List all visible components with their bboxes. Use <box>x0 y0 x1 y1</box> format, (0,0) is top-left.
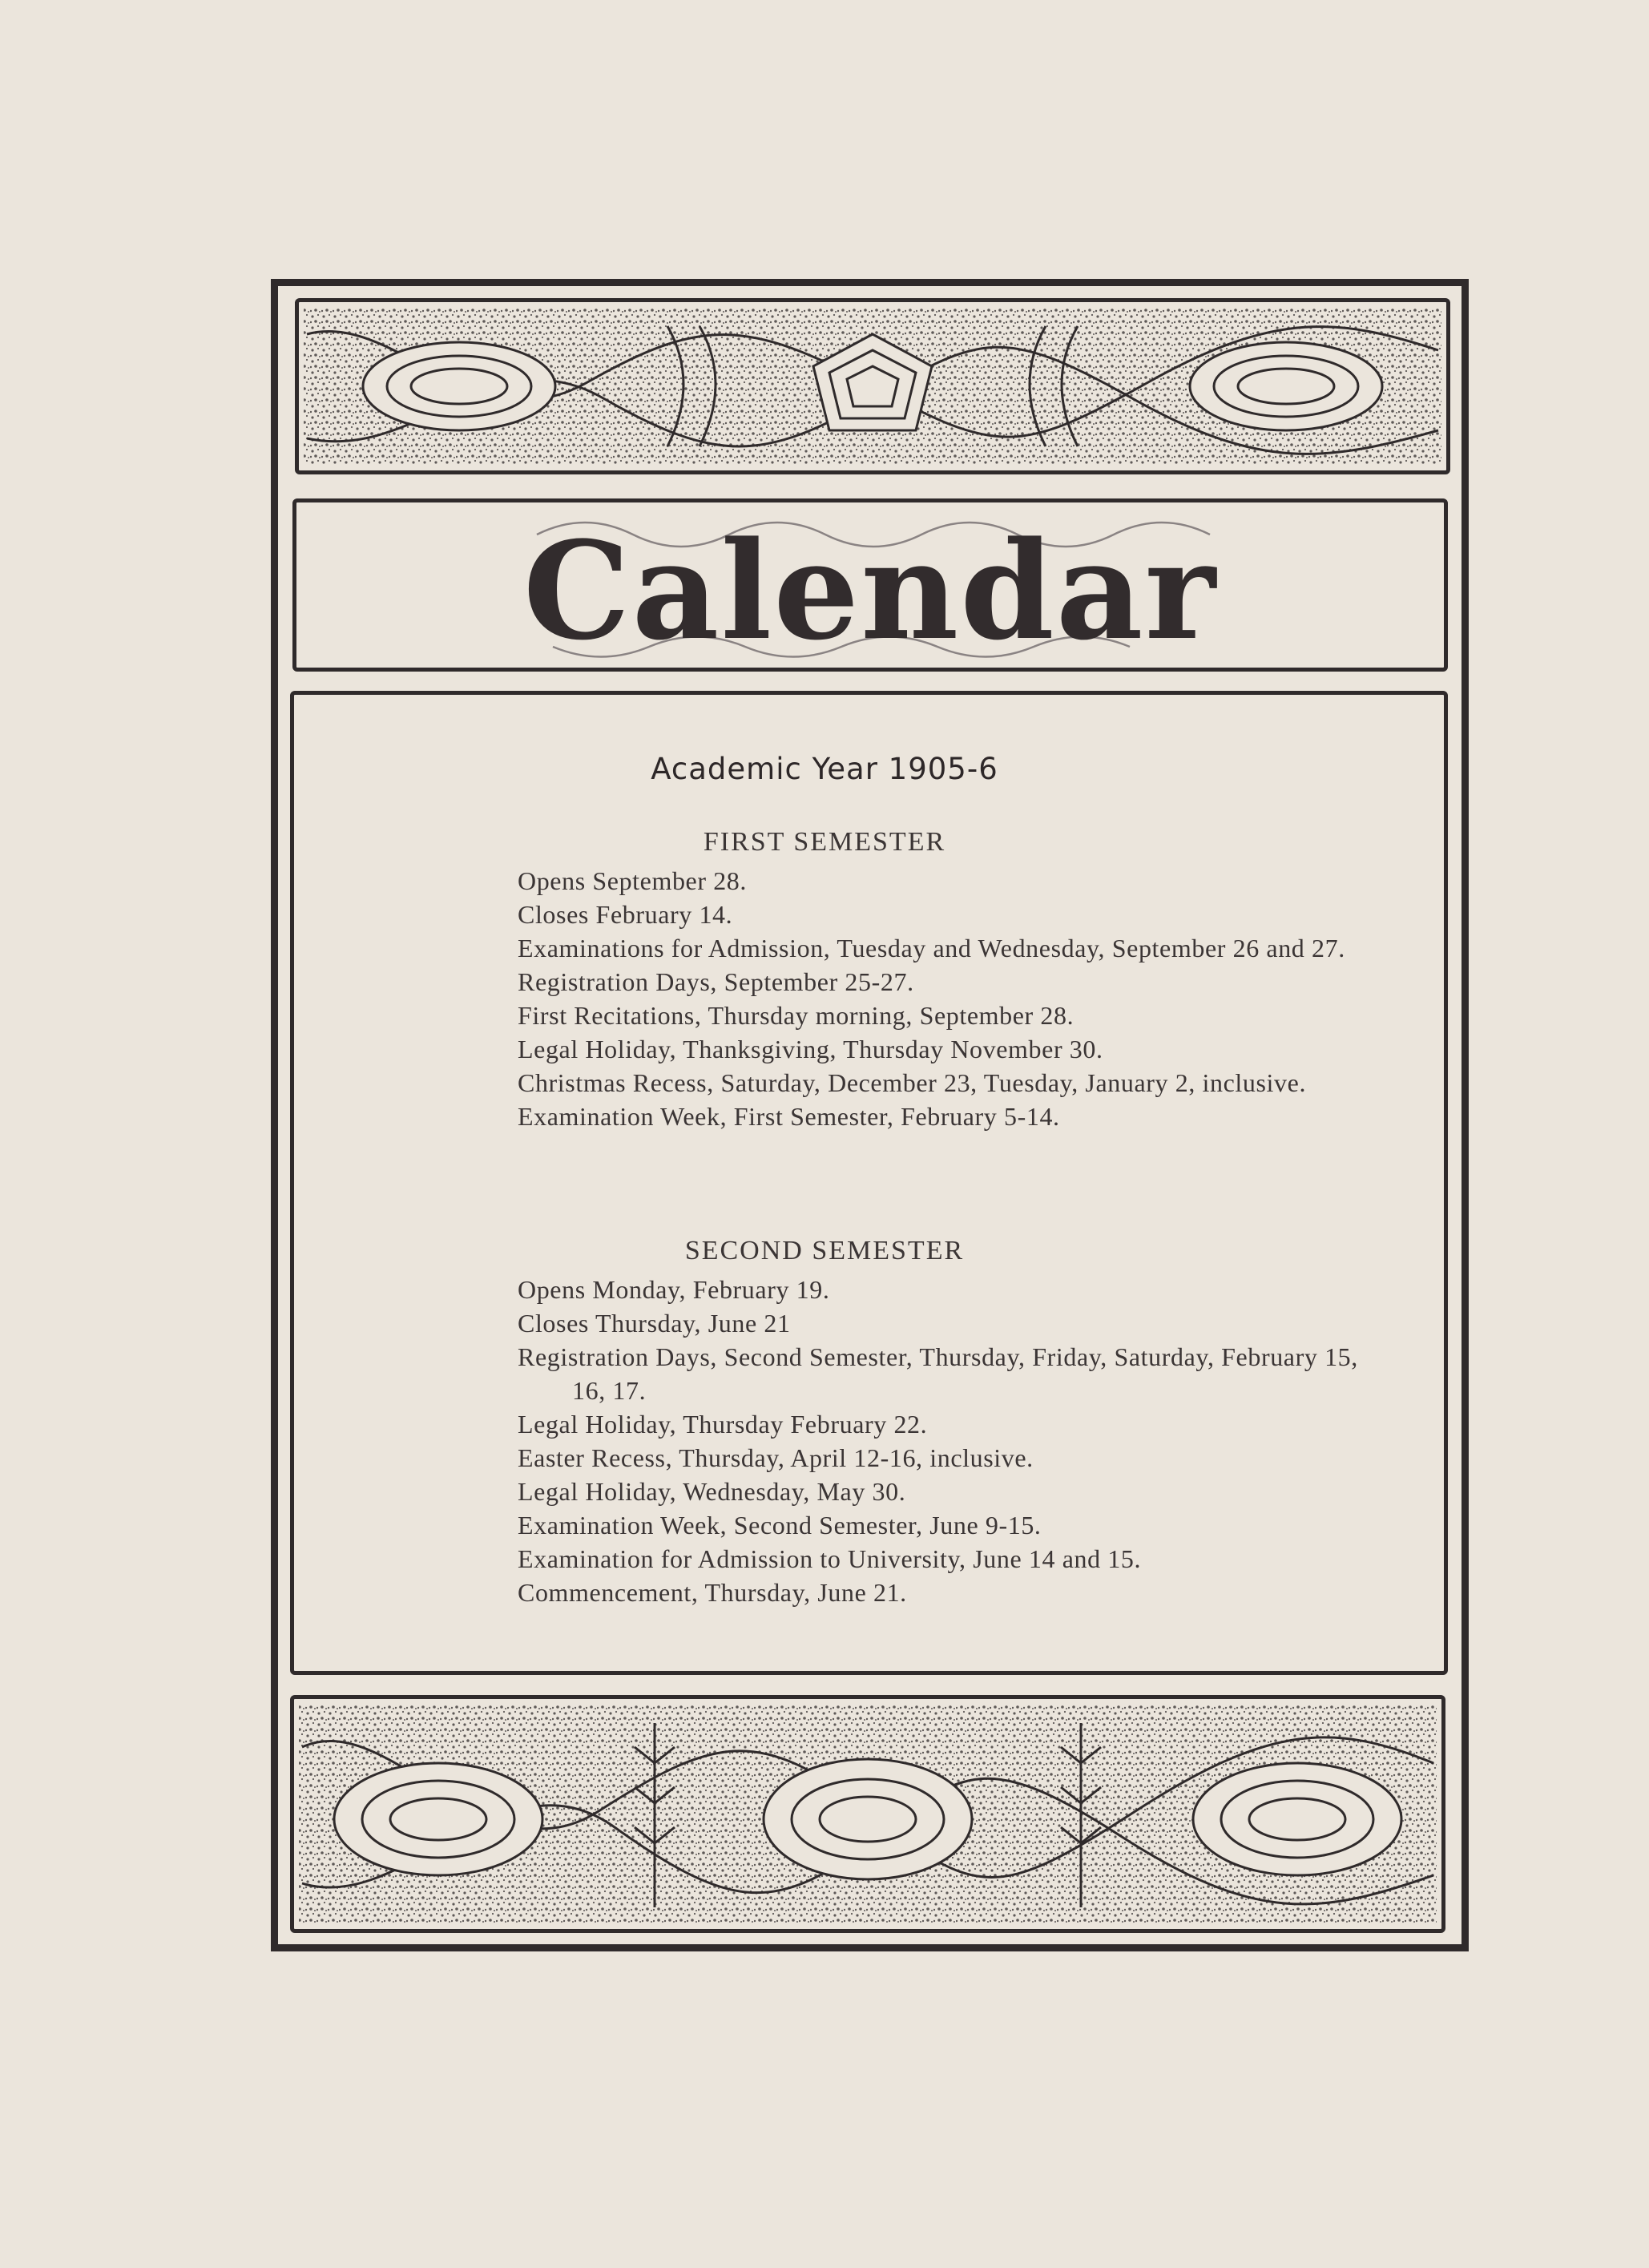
top-ornament-illustration <box>299 302 1446 470</box>
list-item: Legal Holiday, Thanksgiving, Thursday November 30. <box>518 1035 1103 1063</box>
list-item: Examination for Admission to University, June 14 and 15. <box>518 1544 1142 1573</box>
list-item: Legal Holiday, Wednesday, May 30. <box>518 1477 906 1506</box>
second-semester-list <box>518 1273 1367 1609</box>
list-item: Closes February 14. <box>518 900 733 929</box>
academic-year-heading: Academic Year 1905-6 <box>651 752 998 786</box>
bottom-ornament-panel <box>290 1695 1445 1933</box>
top-ornament-panel <box>295 298 1450 474</box>
list-item: Opens September 28. <box>518 866 748 895</box>
first-semester-list <box>518 864 1367 1133</box>
title-panel <box>292 498 1448 672</box>
list-item: Examination Week, First Semester, February 5-14. <box>518 1102 1060 1131</box>
list-item: Christmas Recess, Saturday, December 23, Tuesday, January 2, inclusive. <box>518 1068 1307 1097</box>
list-item: Opens Monday, February 19. <box>518 1275 830 1304</box>
list-item: Easter Recess, Thursday, April 12-16, inclusive. <box>518 1443 1034 1472</box>
list-item: Registration Days, September 25-27. <box>518 967 914 996</box>
list-item: Examination Week, Second Semester, June 9-15. <box>518 1511 1042 1540</box>
list-item: First Recitations, Thursday morning, September 28. <box>518 1001 1074 1030</box>
bottom-ornament-illustration <box>294 1699 1441 1929</box>
list-item: Examinations for Admission, Tuesday and Wednesday, September 26 and 27. <box>518 934 1345 962</box>
list-item: Legal Holiday, Thursday February 22. <box>518 1410 928 1439</box>
page-title: Calendar <box>522 511 1218 670</box>
first-semester-heading: FIRST SEMESTER <box>703 827 946 857</box>
list-item: Commencement, Thursday, June 21. <box>518 1578 907 1607</box>
second-semester-heading: SECOND SEMESTER <box>684 1236 965 1265</box>
list-item: Registration Days, Second Semester, Thursday, Friday, Saturday, February 15, 16, 17. <box>518 1342 1358 1405</box>
list-item: Closes Thursday, June 21 <box>518 1309 791 1338</box>
